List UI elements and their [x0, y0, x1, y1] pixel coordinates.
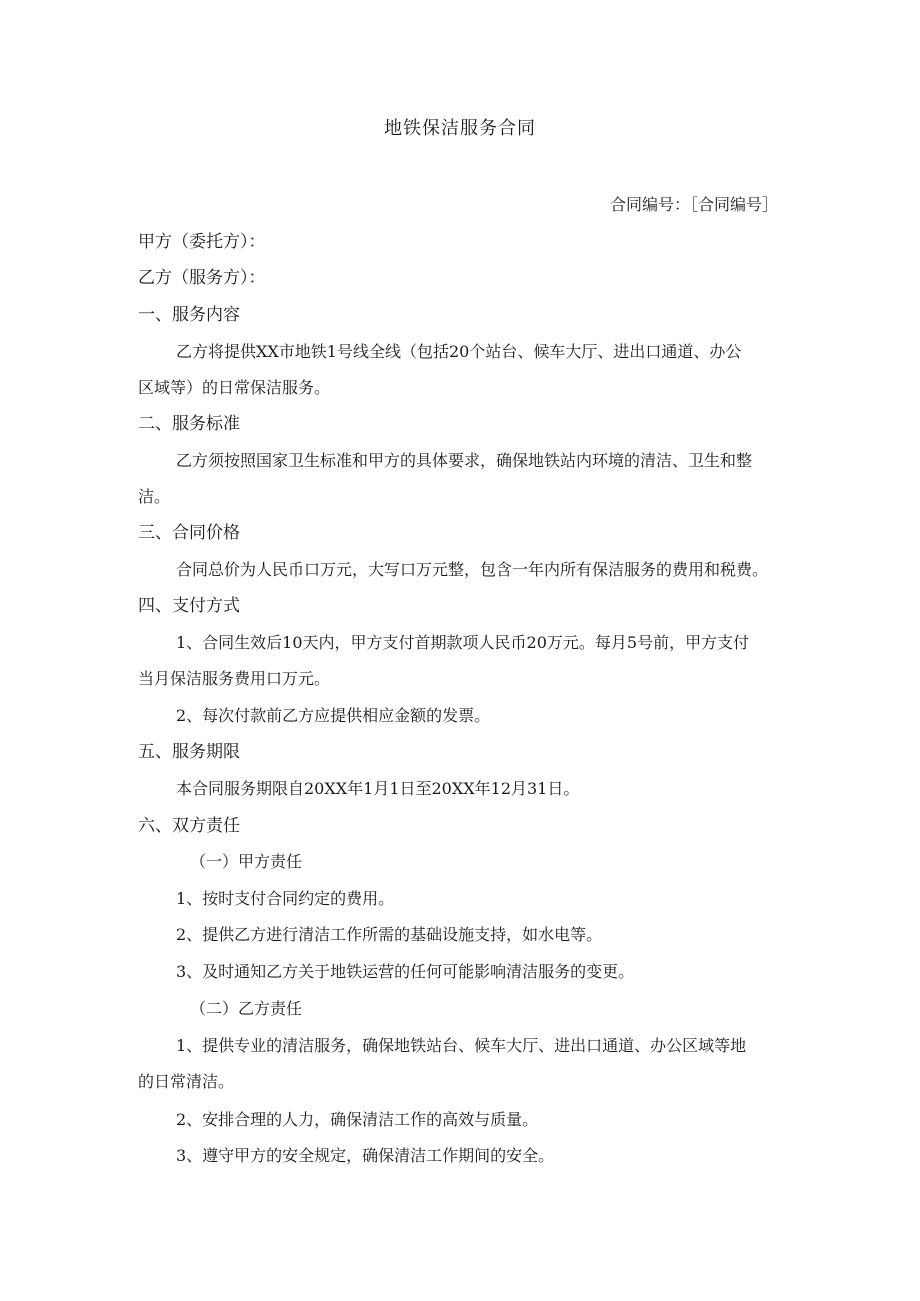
list-item: 3、及时通知乙方关于地铁运营的任何可能影响清洁服务的变更。: [176, 962, 635, 981]
list-item: 2、提供乙方进行清洁工作所需的基础设施支持，如水电等。: [176, 925, 603, 944]
list-item: 1、合同生效后10天内，甲方支付首期款项人民币20万元。每月5号前，甲方支付: [176, 633, 750, 652]
document-title: 地铁保洁服务合同: [384, 118, 536, 139]
section-heading-service-content: 一、服务内容: [138, 305, 240, 325]
party-a-label: 甲方（委托方）：: [138, 232, 266, 252]
list-item: 2、每次付款前乙方应提供相应金额的发票。: [176, 706, 491, 725]
section-heading-responsibilities: 六、双方责任: [138, 816, 240, 836]
list-item: 1、按时支付合同约定的费用。: [176, 889, 395, 908]
paragraph-line: 乙方须按照国家卫生标准和甲方的具体要求，确保地铁站内环境的清洁、卫生和整: [176, 451, 753, 470]
list-item-continuation: 当月保洁服务费用口万元。: [138, 669, 331, 688]
list-item-continuation: 的日常清洁。: [138, 1072, 235, 1091]
list-item: 2、安排合理的人力，确保清洁工作的高效与质量。: [176, 1110, 539, 1129]
subsection-heading-party-a: （一）甲方责任: [190, 852, 303, 871]
section-heading-service-period: 五、服务期限: [138, 742, 240, 762]
section-heading-service-standard: 二、服务标准: [138, 414, 240, 434]
subsection-heading-party-b: （二）乙方责任: [190, 999, 303, 1018]
paragraph-line: 本合同服务期限自20XX年1月1日至20XX年12月31日。: [176, 779, 580, 798]
paragraph-line: 合同总价为人民币口万元，大写口万元整，包含一年内所有保洁服务的费用和税费。: [176, 560, 769, 579]
list-item: 1、提供专业的清洁服务，确保地铁站台、候车大厅、进出口通道、办公区域等地: [176, 1036, 747, 1055]
party-b-label: 乙方（服务方）：: [138, 268, 266, 288]
paragraph-line: 区域等）的日常保洁服务。: [138, 378, 331, 397]
section-heading-contract-price: 三、合同价格: [138, 523, 240, 543]
list-item: 3、遵守甲方的安全规定，确保清洁工作期间的安全。: [176, 1146, 555, 1165]
contract-number: 合同编号：［合同编号］: [609, 195, 778, 214]
section-heading-payment: 四、支付方式: [138, 596, 240, 616]
paragraph-line: 洁。: [138, 487, 171, 506]
paragraph-line: 乙方将提供XX市地铁1号线全线（包括20个站台、候车大厅、进出口通道、办公: [176, 342, 742, 361]
